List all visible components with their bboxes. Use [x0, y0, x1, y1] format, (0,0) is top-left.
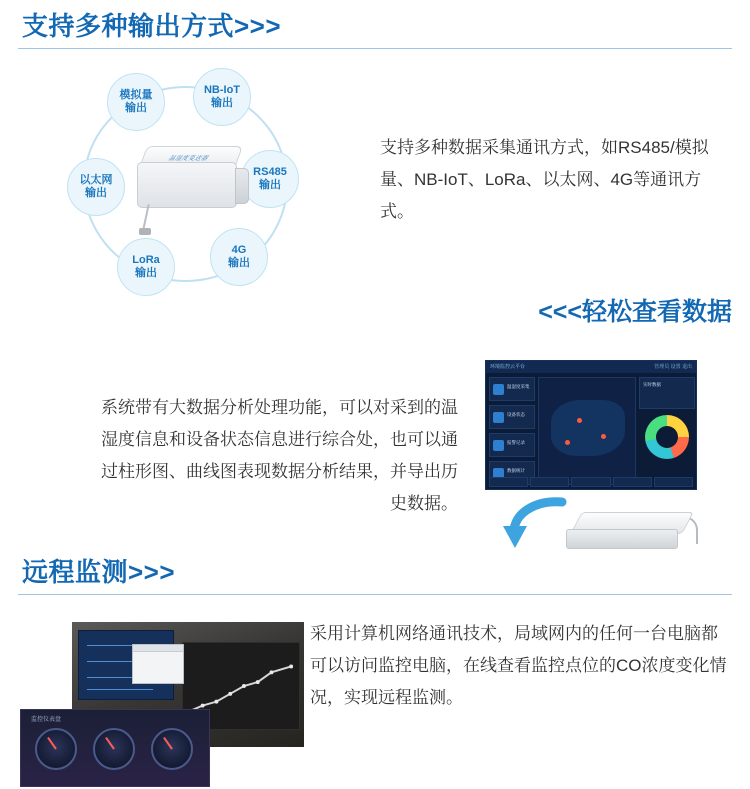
- scada-line: [87, 689, 153, 690]
- dashboard-panel-title: 实时数据: [639, 377, 695, 409]
- dashboard-bottom-cell: [530, 477, 569, 487]
- map-marker: [601, 434, 606, 439]
- dashboard-card: [489, 377, 535, 401]
- cloud-platform-dashboard-image: [485, 360, 697, 490]
- section-title-output: 支持多种输出方式>>>: [22, 11, 282, 41]
- device-cable-plug: [139, 228, 151, 235]
- card-thumb-icon: [493, 440, 504, 451]
- device-body: [137, 162, 237, 208]
- bubble-rs485-output: [241, 150, 299, 208]
- gauge-meter: [151, 728, 193, 770]
- gauge-dashboard-image: [20, 709, 210, 787]
- divider-top: [18, 48, 732, 49]
- gauge-panel-title: 监控仪表盘: [31, 717, 62, 723]
- device-label: 温湿度变送器: [166, 156, 210, 162]
- remote-monitoring-images: [20, 622, 305, 787]
- dashboard-card: [489, 433, 535, 457]
- bubble-line1: LoRa: [132, 254, 160, 266]
- bubble-line2: 输出: [228, 257, 250, 269]
- card-label: 设备状态: [507, 412, 525, 417]
- transmitter-device-image: [137, 146, 245, 216]
- gauge-meter: [35, 728, 77, 770]
- bubble-line1: 4G: [231, 244, 247, 256]
- bubble-4g-output: [210, 228, 268, 286]
- data-analysis-description-text: 系统带有大数据分析处理功能，可以对采到的温湿度信息和设备状态信息进行综合处，也可以通过柱形图、曲线图表现数据分析结果，并导出历史数据。: [101, 398, 458, 513]
- popup-title-bar: [133, 645, 183, 652]
- dashboard-right-panel: [639, 377, 695, 485]
- dashboard-bottom-cell: [489, 477, 528, 487]
- popup-window: [132, 644, 184, 684]
- bubble-ethernet-output: [67, 158, 125, 216]
- curved-arrow-icon: [500, 492, 570, 552]
- dashboard-donut-chart: [645, 415, 689, 459]
- divider-middle: [18, 594, 732, 595]
- scada-line: [87, 677, 135, 678]
- card-label: 报警记录: [507, 440, 525, 445]
- device-side-face: [235, 168, 249, 204]
- bubble-line1: NB-IoT: [203, 84, 241, 96]
- bubble-nbiot-output: [193, 68, 251, 126]
- gauge-meter: [93, 728, 135, 770]
- output-methods-diagram: [45, 60, 345, 310]
- dashboard-header-title: 环境监控云平台: [486, 361, 696, 373]
- dashboard-card: [489, 405, 535, 429]
- storage-body: [566, 529, 678, 549]
- output-description-text: 支持多种数据采集通讯方式，如RS485/模拟量、NB-IoT、LoRa、以太网、4G等通讯方式。: [380, 138, 709, 221]
- bubble-line2: 输出: [211, 97, 233, 109]
- card-label: 数据统计: [507, 468, 525, 473]
- bubble-line1: 模拟量: [119, 89, 153, 101]
- dashboard-bottom-cell: [654, 477, 693, 487]
- section-title-data-view: <<<轻松查看数据: [538, 298, 732, 326]
- map-region-shape: [551, 400, 625, 456]
- remote-description-text: 采用计算机网络通讯技术，局域网内的任何一台电脑都可以访问监控电脑，在线查看监控点位的CO浓度变化情况，实现远程监测。: [310, 624, 727, 707]
- bubble-analog-output: [107, 73, 165, 131]
- bubble-lora-output: [117, 238, 175, 296]
- bubble-line2: 输出: [85, 187, 107, 199]
- card-thumb-icon: [493, 384, 504, 395]
- section-title-remote: 远程监测>>>: [22, 557, 176, 587]
- dashboard-bottom-cell: [613, 477, 652, 487]
- bubble-line1: RS485: [253, 166, 287, 178]
- dashboard-left-cards: [489, 377, 535, 485]
- map-marker: [565, 440, 570, 445]
- bubble-line2: 输出: [135, 267, 157, 279]
- dashboard-bottom-strip: [489, 477, 693, 487]
- bubble-line1: 以太网: [79, 174, 113, 186]
- dashboard-header-right: 管理员 设置 退出: [654, 364, 692, 370]
- bubble-line2: 输出: [259, 179, 281, 191]
- dashboard-map: [538, 377, 636, 485]
- map-marker: [577, 418, 582, 423]
- card-label: 温湿度采集: [507, 384, 530, 389]
- external-storage-image: [566, 512, 696, 558]
- bubble-line2: 输出: [125, 102, 147, 114]
- card-thumb-icon: [493, 412, 504, 423]
- dashboard-bottom-cell: [571, 477, 610, 487]
